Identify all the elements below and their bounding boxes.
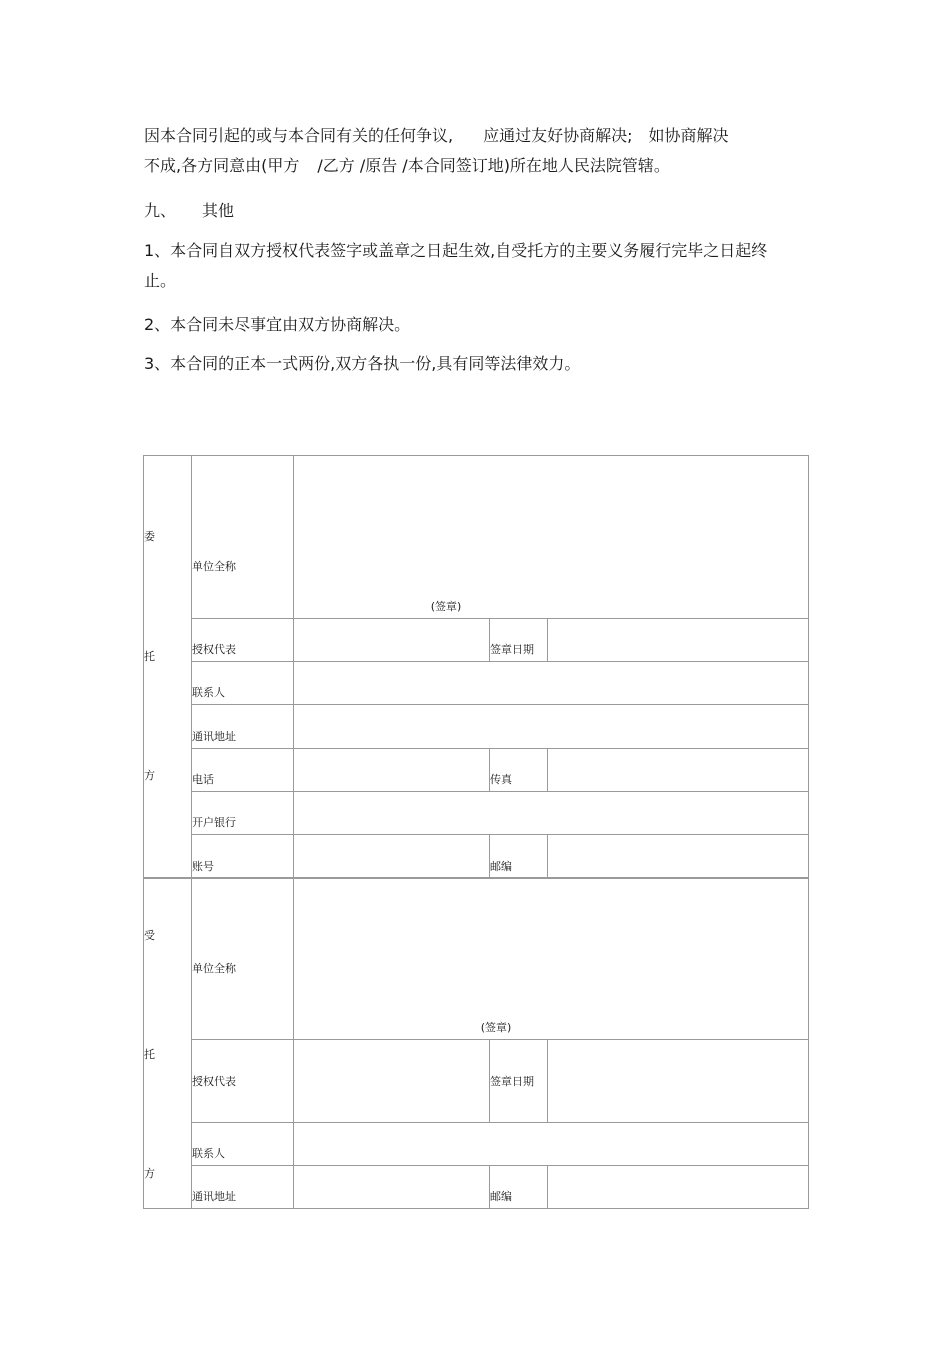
bank-label: 开户银行 — [192, 792, 294, 835]
clause-1: 1、本合同自双方授权代表签字或盖章之日起生效,自受托方的主要义务履行完毕之日起终止。 — [144, 241, 768, 290]
rep-field[interactable] — [294, 1040, 490, 1123]
phone-label: 电话 — [192, 749, 294, 792]
dispute-text-a: 因本合同引起的或与本合同有关的任何争议, — [144, 126, 454, 145]
side-char-2: 托 — [144, 1048, 155, 1061]
rep-field[interactable] — [294, 619, 490, 662]
address-field[interactable] — [294, 1166, 490, 1209]
seal-label: (签章) — [480, 1021, 512, 1034]
postcode-field[interactable] — [548, 1166, 809, 1209]
unit-name-label-cell — [192, 456, 294, 619]
entrusting-party-table — [143, 455, 809, 879]
rep-label: 授权代表 — [192, 1040, 294, 1123]
entrusting-party-side-label — [144, 456, 192, 879]
unit-name-label: 单位全称 — [192, 560, 236, 573]
dispute-text-c: 如协商解决 — [648, 126, 729, 145]
contact-field[interactable] — [294, 662, 809, 705]
side-char-3: 方 — [144, 769, 155, 782]
seal-date-field[interactable] — [548, 619, 809, 662]
bank-field[interactable] — [294, 792, 809, 835]
unit-name-field[interactable] — [294, 456, 809, 619]
side-char-1: 受 — [144, 929, 155, 942]
entrusted-party-table — [143, 877, 809, 1209]
seal-date-field[interactable] — [548, 1040, 809, 1123]
seal-date-label: 签章日期 — [490, 619, 548, 662]
seal-label: (签章) — [430, 600, 462, 613]
dispute-clause — [144, 121, 824, 181]
dispute-text-d: 不成,各方同意由(甲方 — [144, 156, 300, 175]
section-number: 九、 — [144, 201, 177, 220]
unit-name-label: 单位全称 — [192, 962, 236, 975]
address-field[interactable] — [294, 705, 809, 749]
fax-field[interactable] — [548, 749, 809, 792]
unit-name-label-cell — [192, 878, 294, 1040]
seal-date-label: 签章日期 — [490, 1040, 548, 1123]
postcode-label: 邮编 — [490, 1166, 548, 1209]
clause-2: 2、本合同未尽事宜由双方协商解决。 — [144, 315, 411, 334]
side-char-2: 托 — [144, 650, 155, 663]
account-label: 账号 — [192, 835, 294, 879]
contact-label: 联系人 — [192, 662, 294, 705]
unit-name-field[interactable] — [294, 878, 809, 1040]
contact-label: 联系人 — [192, 1123, 294, 1166]
postcode-field[interactable] — [548, 835, 809, 879]
fax-label: 传真 — [490, 749, 548, 792]
contact-field[interactable] — [294, 1123, 809, 1166]
phone-field[interactable] — [294, 749, 490, 792]
dispute-text-b: 应通过友好协商解决; — [483, 126, 633, 145]
address-label: 通讯地址 — [192, 705, 294, 749]
side-char-1: 委 — [144, 530, 155, 543]
entrusted-party-side-label — [144, 878, 192, 1209]
dispute-text-e: /乙方 /原告 /本合同签订地)所在地人民法院管辖。 — [317, 156, 670, 175]
section-title: 其他 — [202, 201, 235, 220]
rep-label: 授权代表 — [192, 619, 294, 662]
side-char-3: 方 — [144, 1167, 155, 1180]
account-field[interactable] — [294, 835, 490, 879]
clause-3: 3、本合同的正本一式两份,双方各执一份,具有同等法律效力。 — [144, 354, 581, 373]
postcode-label: 邮编 — [490, 835, 548, 879]
section-heading — [144, 196, 234, 226]
address-label: 通讯地址 — [192, 1166, 294, 1209]
